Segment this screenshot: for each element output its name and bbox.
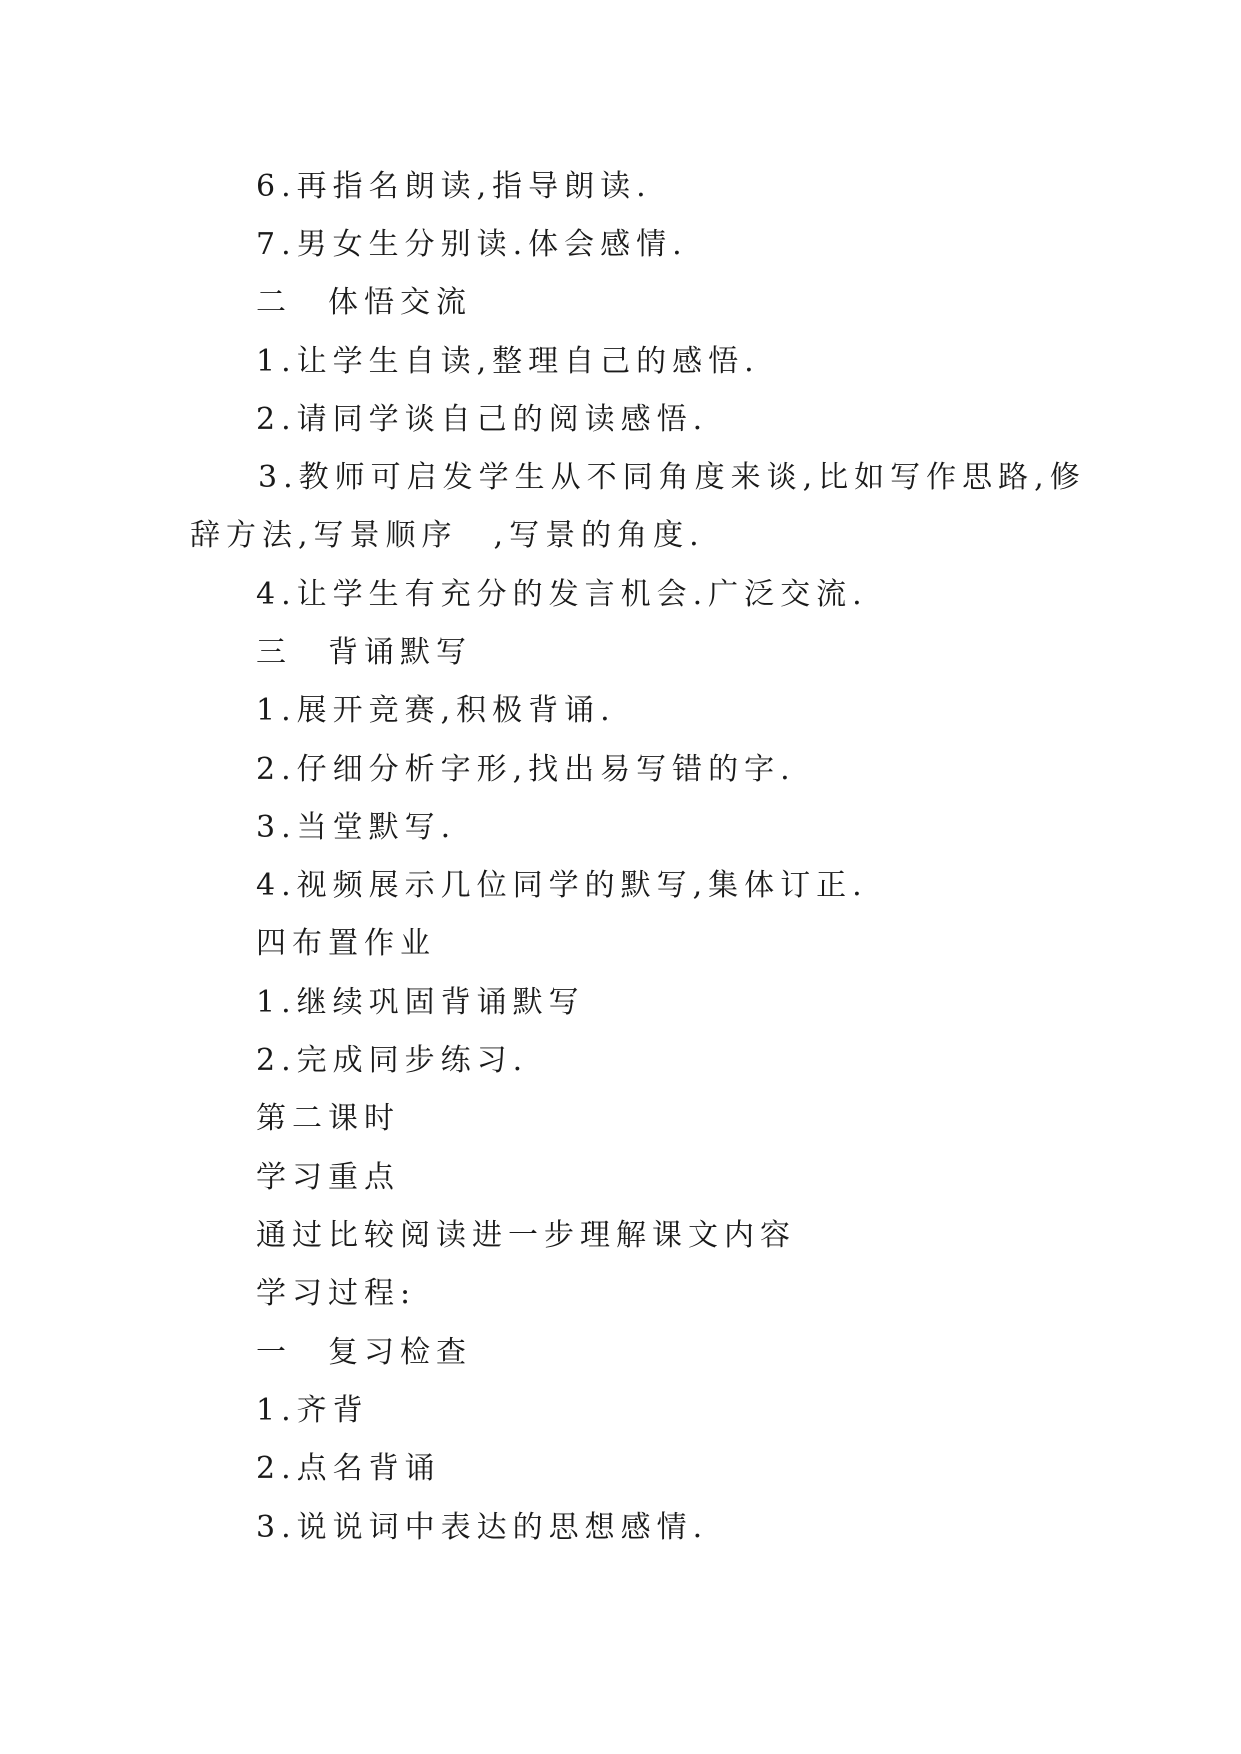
learning-focus-text: 通过比较阅读进一步理解课文内容: [256, 1218, 796, 1253]
text-line-3-1: 1.展开竞赛,积极背诵.: [256, 693, 616, 728]
text-line-review-1: 1.齐背: [256, 1393, 369, 1428]
text-line-4-2: 2.完成同步练习.: [256, 1043, 529, 1078]
text-line-review-2: 2.点名背诵: [256, 1451, 441, 1486]
learning-process-heading: 学习过程:: [256, 1276, 417, 1311]
text-line-step-7: 7.男女生分别读.体会感情.: [256, 227, 688, 262]
lesson-two-heading: 第二课时: [256, 1101, 400, 1136]
text-line-3-2: 2.仔细分析字形,找出易写错的字.: [256, 752, 796, 787]
text-line-3-4: 4.视频展示几位同学的默写,集体订正.: [256, 868, 868, 903]
learning-focus-heading: 学习重点: [256, 1160, 400, 1195]
text-line-2-1: 1.让学生自读,整理自己的感悟.: [256, 344, 760, 379]
section-heading-review: 一 复习检查: [256, 1335, 472, 1370]
text-line-4-1: 1.继续巩固背诵默写: [256, 985, 585, 1020]
text-line-2-3-continued: 辞方法,写景顺序 ,写景的角度.: [190, 518, 705, 553]
text-line-2-3: 3.教师可启发学生从不同角度来谈,比如写作思路,修: [258, 460, 1086, 495]
text-line-review-3: 3.说说词中表达的思想感情.: [256, 1510, 709, 1545]
section-heading-4: 四布置作业: [256, 926, 436, 961]
text-line-2-2: 2.请同学谈自己的阅读感悟.: [256, 402, 709, 437]
text-line-3-3: 3.当堂默写.: [256, 810, 457, 845]
section-heading-3: 三 背诵默写: [256, 635, 472, 670]
section-heading-2: 二 体悟交流: [256, 285, 472, 320]
text-line-step-6: 6.再指名朗读,指导朗读.: [256, 169, 652, 204]
text-line-2-4: 4.让学生有充分的发言机会.广泛交流.: [256, 577, 868, 612]
